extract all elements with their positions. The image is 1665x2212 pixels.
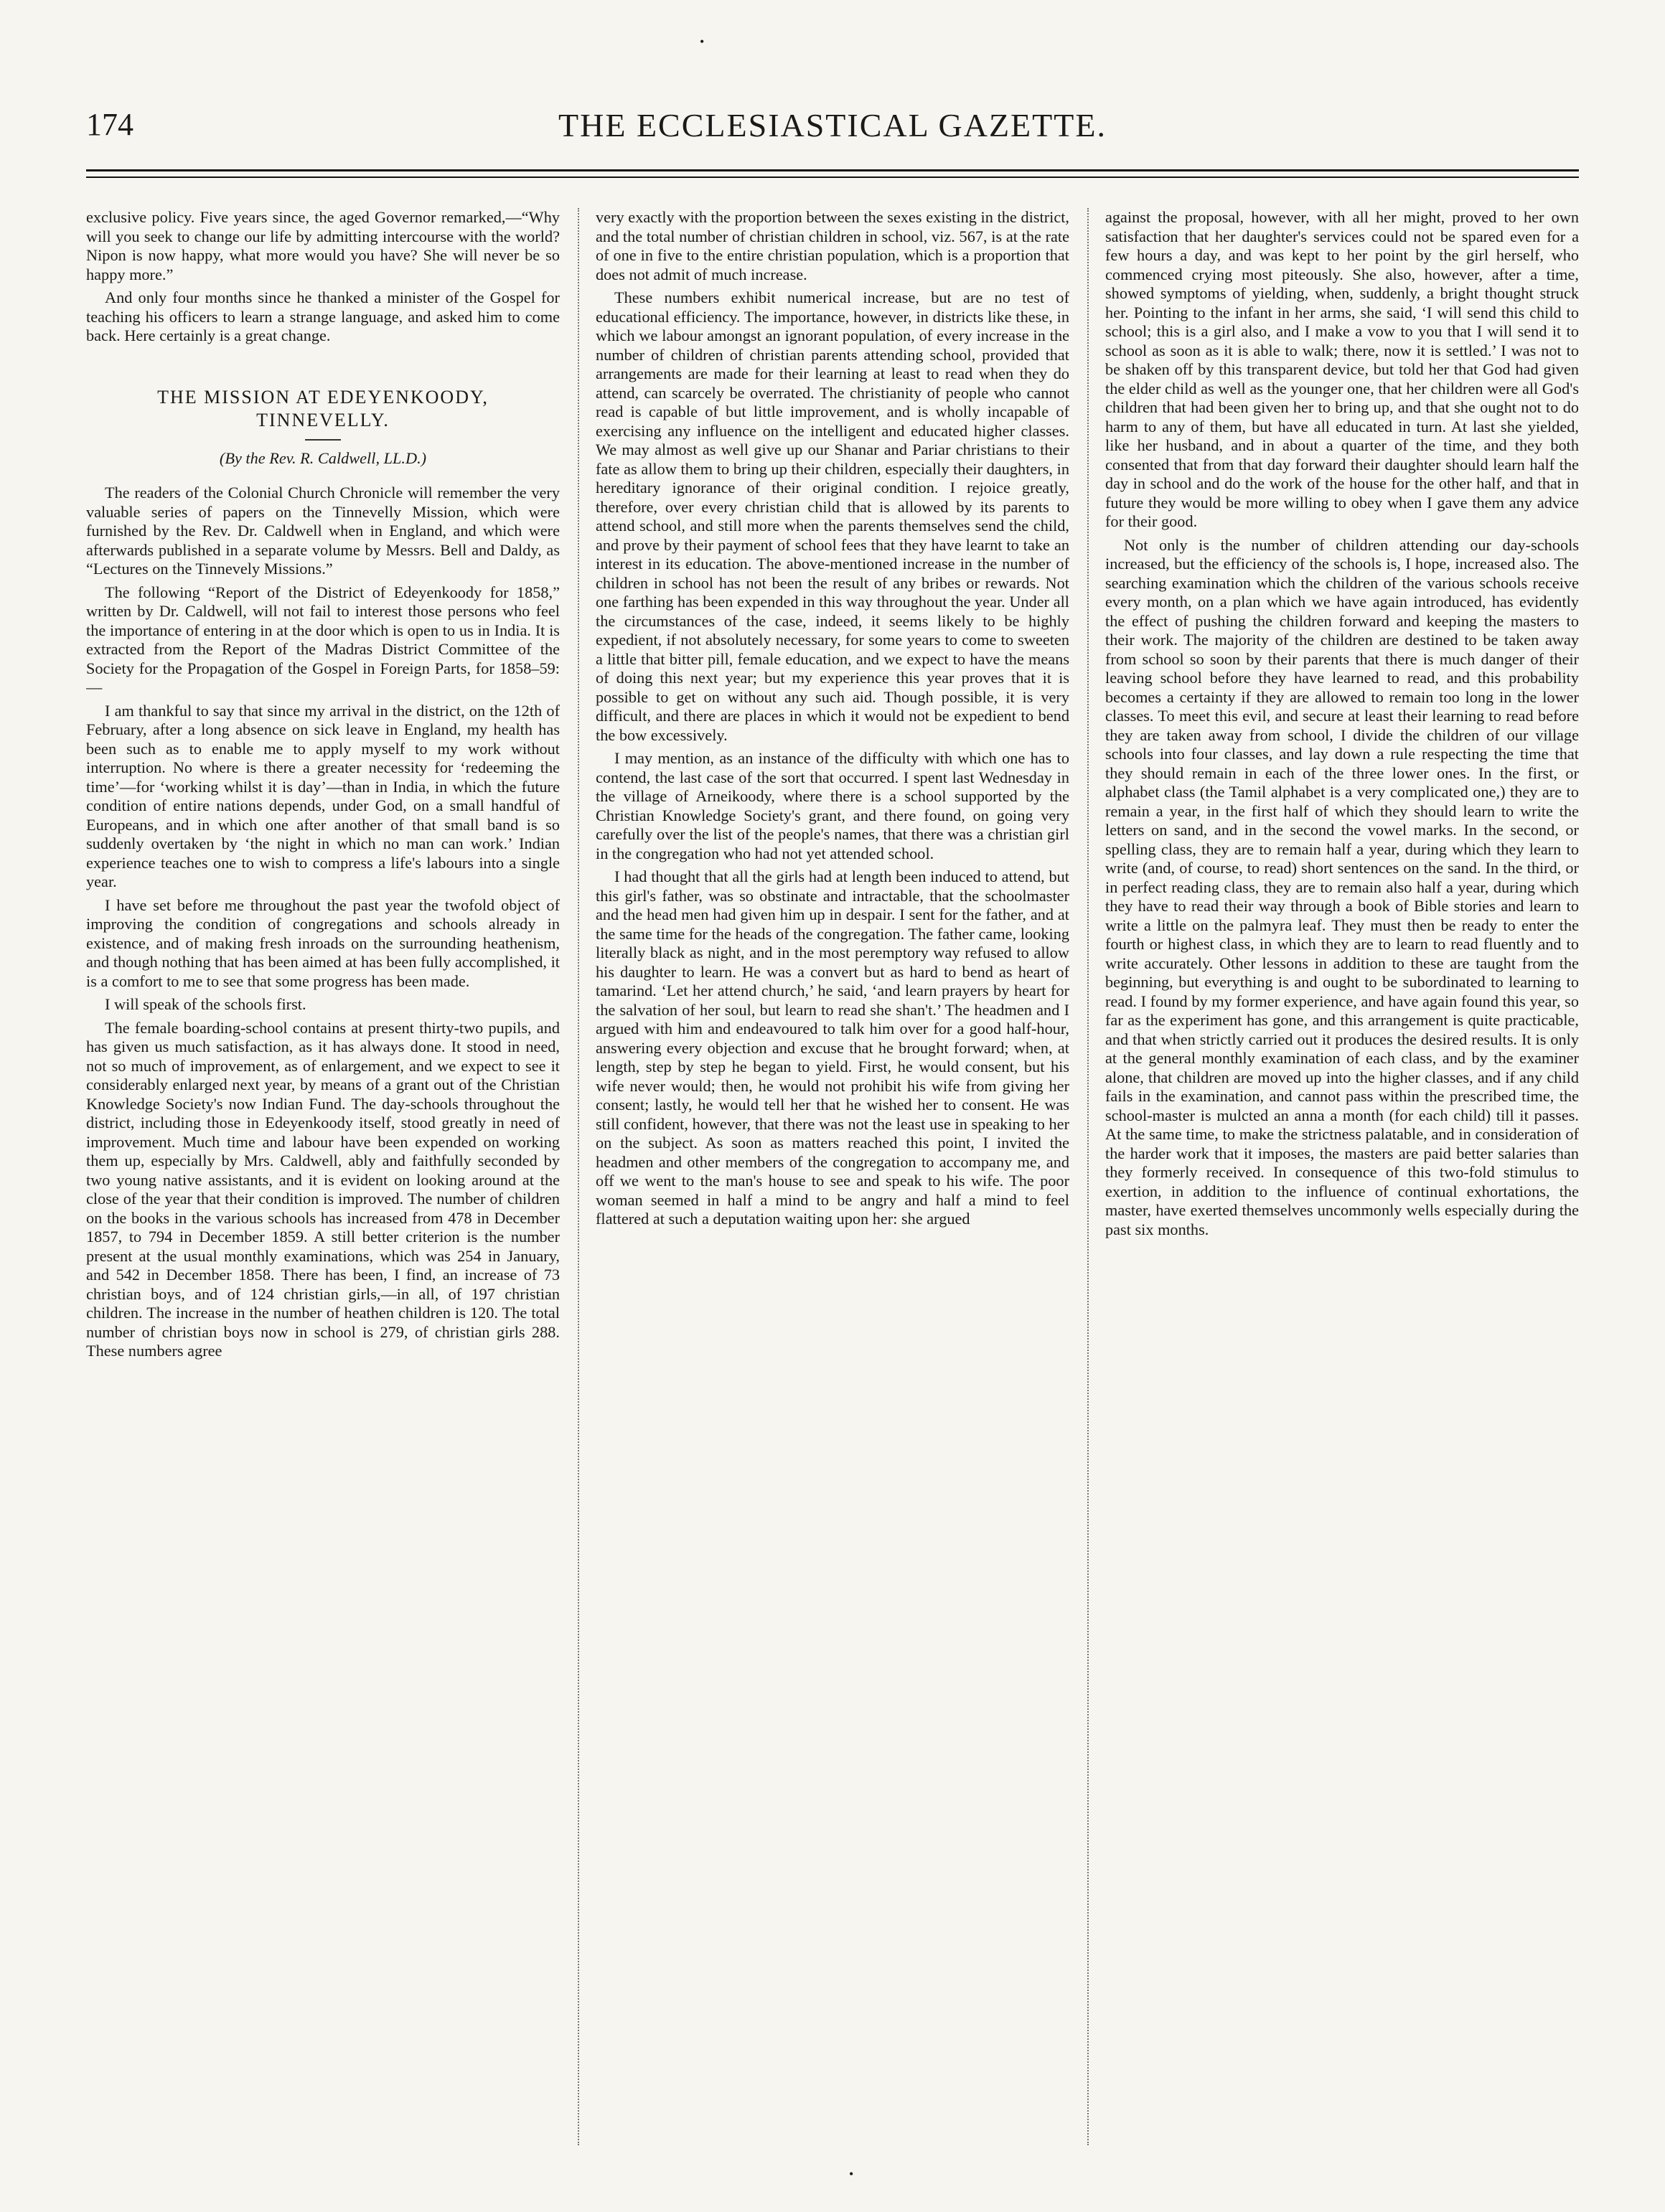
paragraph: The female boarding-school contains at present thirty-two pupils, and has given us much satisfaction, as it has always done. It stood in need, not so much of improvement, as of enlargement, and we expect to see it considerably enlarged next year, by means of a grant out of the Christian Knowledge Society's now Indian Fund. The day-schools throughout the district, including those in Edeyenkoody itself, stood greatly in need of improvement. Much time and labour have been expended on working them up, especially by Mrs. Caldwell, ably and faithfully seconded by two young native assistants, and it is evident on looking around at the close of the year that their condition is improved. The number of children on the books in the various schools has increased from 478 in December 1857, to 794 in December 1859. A still better criterion is the number present at the usual monthly examinations, which was 254 in January, and 542 in December 1858. There has been, I find, an increase of 73 christian boys, and of 124 christian girls,—in all, of 197 christian children. The increase in the number of heathen children is 120. The total number of christian boys now in school is 279, of christian girls 288. These numbers agree (86, 1018, 560, 1360)
paragraph: The following “Report of the District of Edeyenkoody for 1858,” written by Dr. Caldwell, will not fail to interest those persons who feel the importance of entering in at the door which is open to us in India. It is extracted from the Report of the Madras District Committee of the Society for the Propagation of the Gospel in Foreign Parts, for 1858–59:— (86, 583, 560, 696)
article-columns (86, 208, 1579, 2145)
paragraph: I am thankful to say that since my arrival in the district, on the 12th of February, after a long absence on sick leave in England, my health has been such as to enable me to apply myself to my work without interruption. No where is there a greater necessity for ‘redeeming the time’—for ‘working whilst it is day’—than in India, in which the future condition of entire nations depends, under God, on a small handful of Europeans, and in which one after another of that small band is so suddenly overtaken by ‘the night in which no man can work.’ Indian experience teaches one to wish to compress a life's labours into a single year. (86, 701, 560, 890)
column-3 (1105, 208, 1579, 2145)
paragraph: Not only is the number of children attending our day-schools increased, but the efficiency of the schools is, I hope, increased also. The searching examination which the children of the various schools receive every month, on a plan which we have again introduced, has evidently the effect of pushing the children forward and keeping the masters to their work. The majority of the children are destined to be taken away from school so soon by their parents that there is much danger of their leaving school before they have learned to read, and this probability becomes a certainty if they are allowed to remain too long in the lower classes. To meet this evil, and secure at least their learning to read before they are taken away from school, I divide the children of our village schools into four classes, and lay down a rule respecting the time that they should remain in each of the three lower ones. In the first, or alphabet class (the Tamil alphabet is a very complicated one,) they are to remain a year, in the first half of which they should learn to write the letters on sand, and in the second the vowel marks. In the second, or spelling class, they are to remain half a year, during which they learn to write (and, of course, to read) short sentences on the sand. In the third, or in perfect reading class, they are to remain also half a year, during which they have to read their way through a book of Bible stories and learn to write a little on the palmyra leaf. They must then be ready to enter the fourth or highest class, in which they are to learn to read fluently and to write accurately. Other lessons in addition to these are taught from the beginning, but everything is and ought to be subordinated to learning to read. I found by my former experience, and have again found this year, so far as the experiment has gone, and this arrangement is quite practicable, and that when strictly carried out it produces the desired results. It is only at the general monthly examination of each class, and by the examiner alone, that children are moved up into the higher classes, and if any child fails in the examination, and cannot pass within the prescribed time, the school-master is mulcted an anna a month (for each child) till it passes. At the same time, to make the strictness palatable, and in consideration of the harder work that it imposes, the masters are paid better salaries than they formerly received. In consequence of this two-fold stimulus to exertion, in addition to the influence of continual exhortations, the master, have exerted themselves uncommonly wells especially during the past six months. (1105, 535, 1579, 1238)
paragraph: And only four months since he thanked a minister of the Gospel for teaching his officers to learn a strange language, and asked him to come back. Here certainly is a great change. (86, 288, 560, 344)
section-title-line: TINNEVELLY. (256, 409, 390, 430)
masthead-title: THE ECCLESIASTICAL GAZETTE. (558, 107, 1107, 143)
paragraph: These numbers exhibit numerical increase, but are no test of educational efficiency. The importance, however, in districts like these, in which we labour amongst an ignorant population, of every increase in the number of children of christian parents attending school, provided that arrangements are made for their learning at least to read when they do attend, can scarcely be overrated. The christianity of people who cannot read is capable of but little improvement, and is wholly incapable of exercising any influence on the intelligent and educated higher classes. We may almost as well give up our Shanar and Pariar christians to their fate as allow them to bring up their children, especially their daughters, in hereditary ignorance of their original condition. I rejoice greatly, therefore, over every christian child that is allowed by its parents to attend school, and still more when the parents themselves send the child, and prove by their payment of school fees that they have learnt to take an interest in its education. The above-mentioned increase in the number of children in school has not been the result of any bribes or rewards. Not one farthing has been expended in this way throughout the year. Under all the circumstances of the case, indeed, it seems likely to be highly expedient, if not absolutely necessary, for some years to come to sweeten a little that bitter pill, female education, and we expect to have the means of doing this next year; but my experience this year proves that it is possible to get on without any such aid. Though possible, it is very difficult, and there are places in which it would not be expedient to bend the bow excessively. (596, 288, 1069, 744)
paragraph: very exactly with the proportion between the sexes existing in the district, and the total number of christian children in school, viz. 567, is at the rate of one in five to the entire christian population, which is a proportion that does not admit of much increase. (596, 208, 1069, 283)
paragraph: exclusive policy. Five years since, the aged Governor remarked,—“Why will you seek to change our life by admitting intercourse with the world? Nipon is now happy, what more would you have? She will never be so happy more.” (86, 208, 560, 283)
paragraph: I will speak of the schools first. (105, 995, 306, 1013)
header-rule-thin (86, 177, 1579, 178)
header-rule (86, 169, 1579, 171)
title-rule (305, 439, 341, 441)
paragraph: I have set before me throughout the past year the twofold object of improving the condition of congregations and schools already in existence, and of making fresh inroads on the surrounding heathenism, and though nothing that has been aimed at has been fully accomplished, it is a comfort to me to see that some progress has been made. (86, 895, 560, 990)
print-mark: • (849, 2167, 854, 2181)
page-number: 174 (86, 107, 133, 142)
print-mark: • (700, 34, 705, 49)
column-1 (86, 208, 560, 2145)
section-title (86, 386, 560, 432)
paragraph: I may mention, as an instance of the difficulty with which one has to contend, the last case of the sort that occurred. I spent last Wednesday in the village of Arneikoody, where there is a school supported by the Christian Knowledge Society's grant, and there found, on going very carefully over the list of the people's names, that there was a christian girl in the congregation who had not yet attended school. (596, 749, 1069, 862)
column-2 (596, 208, 1069, 2145)
paragraph: against the proposal, however, with all her might, proved to her own satisfaction that her daughter's services could not be spared even for a few hours a day, and was kept to her point by the girl herself, who commenced crying most piteously. She also, however, after a time, showed symptoms of yielding, when, suddenly, a bright thought struck her. Pointing to the infant in her arms, she said, ‘I will send this child to school; this is a girl also, and I make a vow to you that I will send it to school as soon as it is able to walk; there, now it is settled.’ I was not to be shaken off by this transparent device, but told her that God had given the elder child as well as the younger one, that her children were all God's children that had been given her to bring up, and that she ought not to do harm to any of them, but have all educated in turn. At last she yielded, like her husband, and in about a quarter of the time, and they both consented that from that day forward their daughter should learn half the day in school and do the work of the house for the other half, and that in future they would be more willing to obey when I gave them any advice for their good. (1105, 208, 1579, 530)
page-header (86, 106, 1579, 164)
paragraph: The readers of the Colonial Church Chronicle will remember the very valuable series of papers on the Tinnevelly Mission, which were furnished by the Rev. Dr. Caldwell when in England, and which were afterwards published in a separate volume by Messrs. Bell and Daldy, as “Lectures on the Tinnevely Missions.” (86, 484, 560, 578)
paragraph: I had thought that all the girls had at length been induced to attend, but this girl's father, was so obstinate and intractable, that the schoolmaster and the head men had given him up in despair. I sent for the father, and at the same time for the heads of the congregation. The father came, looking literally black as night, and in the most peremptory way refused to allow his daughter to learn. He was a convert but as hard to bend as heart of tamarind. ‘Let her attend church,’ he said, ‘and learn prayers by heart for the salvation of her soul, but learn to read she shan't.’ The headmen and I argued with him and endeavoured to talk him over for a good half-hour, answering every objection and excuse that he brought forward; when, at length, step by step he began to yield. First, he would consent, but his wife never would; then, he would not prohibit his wife from giving her consent; lastly, he would tell her that he wished her to consent. He was still confident, however, that there was not the least use in speaking to her on the subject. As soon as matters reached this point, I invited the headmen and other members of the congregation to accompany me, and off we went to the man's house to see and speak to his wife. The poor woman seemed in half a mind to be angry and half a mind to feel flattered at such a deputation waiting upon her: she argued (596, 867, 1069, 1228)
byline: (By the Rev. R. Caldwell, LL.D.) (219, 448, 427, 467)
column-separator (1087, 208, 1089, 2145)
column-separator (578, 208, 579, 2145)
section-title-line: THE MISSION AT EDEYENKOODY, (157, 386, 489, 408)
